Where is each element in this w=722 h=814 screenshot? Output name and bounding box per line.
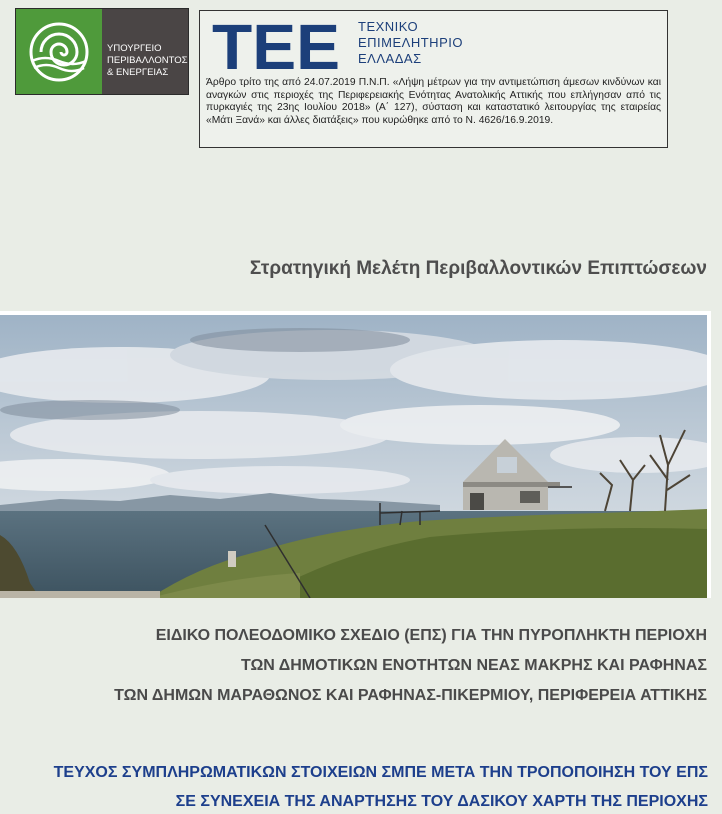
document-title-line2: ΣΕ ΣΥΝΕΧΕΙΑ ΤΗΣ ΑΝΑΡΤΗΣΗΣ ΤΟΥ ΔΑΣΙΚΟΥ ΧΑΡΤΗ ΤΗΣ ΠΕΡΙΟΧΗΣ [175,793,708,810]
plan-title-line1: ΕΙΔΙΚΟ ΠΟΛΕΟΔΟΜΙΚΟ ΣΧΕΔΙΟ (ΕΠΣ) ΓΙΑ ΤΗΝ ΠΥΡΟΠΛΗΚΤΗ ΠΕΡΙΟΧΗ [155,627,707,644]
tee-full-name [358,19,463,67]
ministry-logo [15,8,189,95]
cover-photo [0,311,711,598]
ministry-name-line2: ΠΕΡΙΒΑΛΛΟΝΤΟΣ [107,55,188,66]
study-title: Στρατηγική Μελέτη Περιβαλλοντικών Επιπτώσεων [249,258,707,279]
legal-reference-text: Άρθρο τρίτο της από 24.07.2019 Π.Ν.Π. «Λήψη μέτρων για την αντιμετώπιση άμεσων κινδύνων και αναγκών στις περιοχές της Περιφερειακής Ενότητας Ανατολικής Αττικής που επλήγησαν από τις πυρκαγιές της 23ης Ιουλίου 2018» (Α΄ 127), σύσταση και καταστατικό λειτουργίας της εταιρείας «Μάτι Ξανά» και άλλες διατάξεις» που κυρώθηκε από το Ν. 4626/16.9.2019. [206,77,661,126]
ministry-name [102,9,188,94]
tee-header-box [199,10,668,148]
cover-photo-landscape [0,315,707,598]
ministry-name-line1: ΥΠΟΥΡΓΕΙΟ [107,43,162,54]
tee-name-line2: ΕΠΙΜΕΛΗΤΗΡΙΟ [358,35,463,50]
ministry-name-line3: & ΕΝΕΡΓΕΙΑΣ [107,67,169,78]
plan-title-line2: ΤΩΝ ΔΗΜΟΤΙΚΩΝ ΕΝΟΤΗΤΩΝ ΝΕΑΣ ΜΑΚΡΗΣ ΚΑΙ ΡΑΦΗΝΑΣ [240,657,707,674]
tee-logo-text: ΤΕΕ [212,17,340,73]
tee-logo [212,17,342,73]
tee-name-line3: ΕΛΛΑΔΑΣ [358,51,422,66]
tee-name-line1: ΤΕΧΝΙΚΟ [358,19,419,34]
ministry-emblem-icon [16,9,102,94]
plan-title-line3: ΤΩΝ ΔΗΜΩΝ ΜΑΡΑΘΩΝΟΣ ΚΑΙ ΡΑΦΗΝΑΣ-ΠΙΚΕΡΜΙΟΥ, ΠΕΡΙΦΕΡΕΙΑ ΑΤΤΙΚΗΣ [114,687,707,704]
document-title-line1: ΤΕΥΧΟΣ ΣΥΜΠΛΗΡΩΜΑΤΙΚΩΝ ΣΤΟΙΧΕΙΩΝ ΣΜΠΕ ΜΕΤΑ ΤΗΝ ΤΡΟΠΟΠΟΙΗΣΗ ΤΟΥ ΕΠΣ [53,764,708,781]
